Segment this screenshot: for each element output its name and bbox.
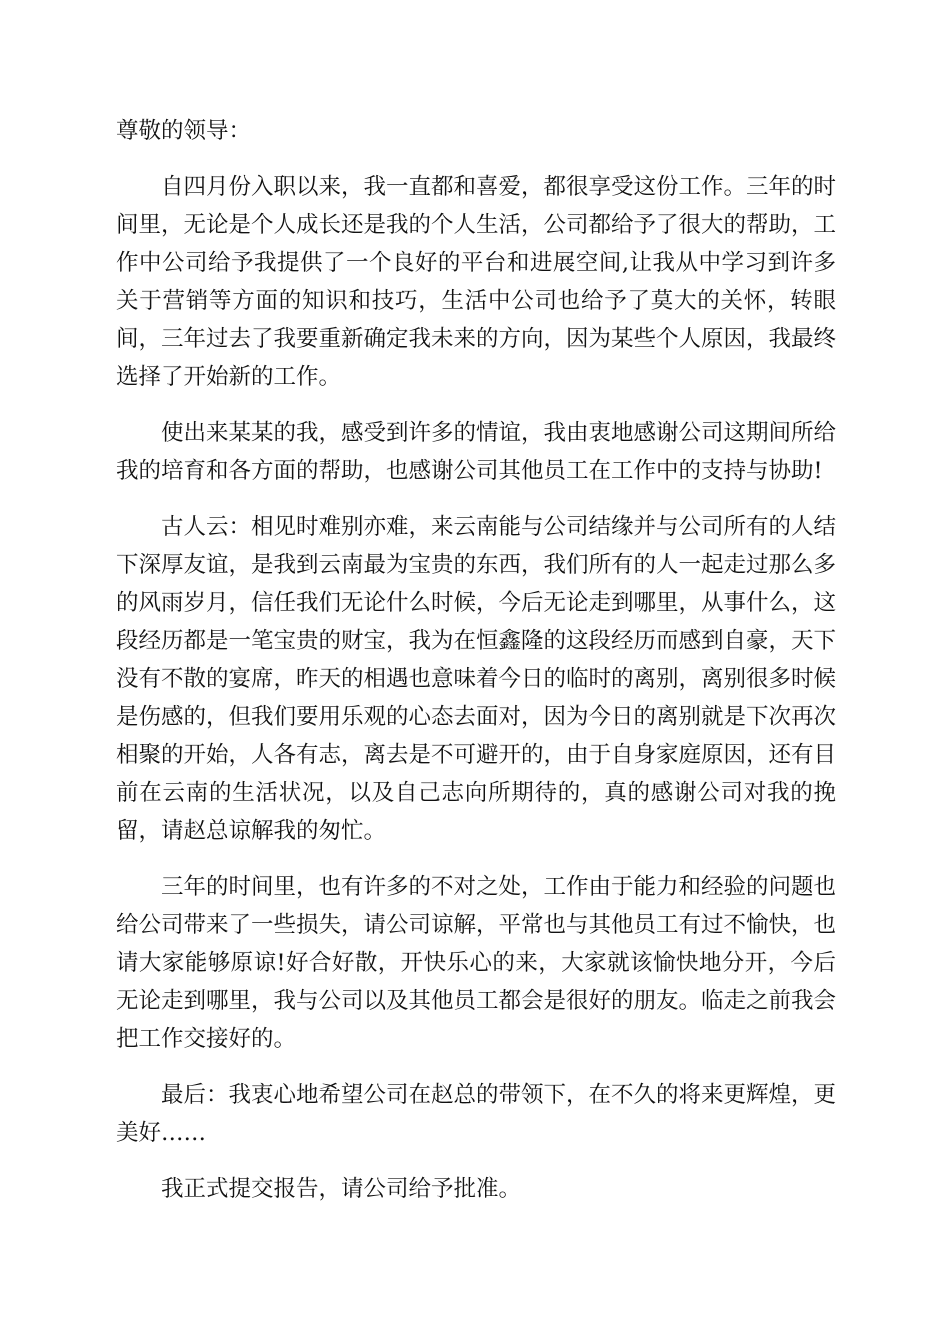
salutation: 尊敬的领导： bbox=[116, 118, 252, 144]
paragraph-apology: 三年的时间里，也有许多的不对之处，工作由于能力和经验的问题也给公司带来了一些损失，请公司谅解，平常也与其他员工有过不愉快，也请大家能够原谅!好合好散，开快乐心的来，大家就该愉快地分开，今后无论走到哪里，我与公司以及其他员工都会是很好的朋友。临走之前我会把工作交接好的。 bbox=[116, 874, 837, 1052]
paragraph-request: 我正式提交报告，请公司给予批准。 bbox=[161, 1176, 522, 1202]
paragraph-thanks: 使出来某某的我，感受到许多的情谊，我由衷地感谢公司这期间所给我的培育和各方面的帮助，也感谢公司其他员工在工作中的支持与协助! bbox=[116, 420, 837, 484]
letter-body bbox=[116, 112, 836, 1226]
paragraph-wishes: 最后：我衷心地希望公司在赵总的带领下，在不久的将来更辉煌，更美好…… bbox=[116, 1082, 837, 1146]
paragraph-intro: 自四月份入职以来，我一直都和喜爱，都很享受这份工作。三年的时间里，无论是个人成长还是我的个人生活，公司都给予了很大的帮助，工作中公司给予我提供了一个良好的平台和进展空间,让我从中学习到许多关于营销等方面的知识和技巧，生活中公司也给予了莫大的关怀，转眼间，三年过去了我要重新确定我未来的方向，因为某些个人原因，我最终选择了开始新的工作。 bbox=[116, 174, 837, 390]
paragraph-farewell: 古人云：相见时难别亦难，来云南能与公司结缘并与公司所有的人结下深厚友谊，是我到云南最为宝贵的东西，我们所有的人一起走过那么多的风雨岁月，信任我们无论什么时候，今后无论走到哪里，从事什么，这段经历都是一笔宝贵的财宝，我为在恒鑫隆的这段经历而感到自豪，天下没有不散的宴席，昨天的相遇也意味着今日的临时的离别，离别很多时候是伤感的，但我们要用乐观的心态去面对，因为今日的离别就是下次再次相聚的开始，人各有志，离去是不可避开的，由于自身家庭原因，还有目前在云南的生活状况，以及自己志向所期待的，真的感谢公司对我的挽留，请赵总谅解我的匆忙。 bbox=[116, 514, 837, 844]
